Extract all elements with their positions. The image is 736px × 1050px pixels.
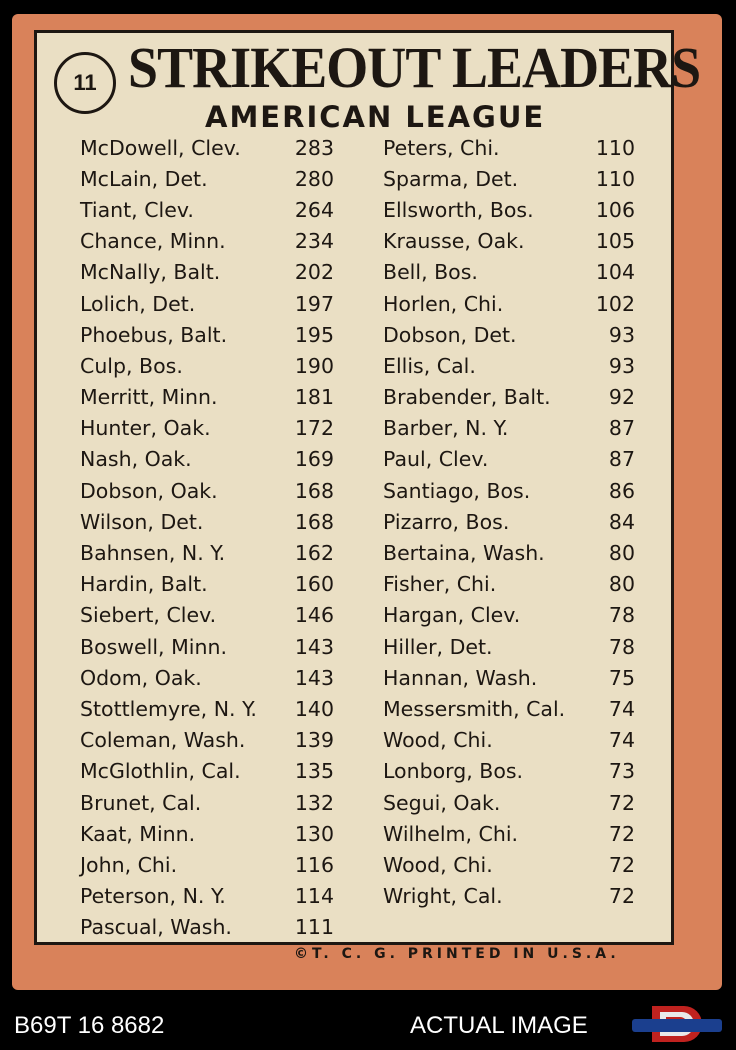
strikeout-count: 92 (608, 385, 635, 410)
leader-row (80, 444, 334, 475)
player-name: Wright, Cal. (383, 884, 503, 909)
player-name: Bahnsen, N. Y. (80, 541, 226, 566)
player-name: McGlothlin, Cal. (80, 759, 241, 784)
strikeout-count: 140 (294, 696, 334, 721)
player-name: Boswell, Minn. (80, 634, 227, 659)
strikeout-count: 74 (608, 696, 635, 721)
leader-row (383, 631, 635, 662)
player-name: Segui, Oak. (383, 790, 501, 815)
strikeout-count: 78 (608, 603, 635, 628)
strikeout-count: 172 (294, 416, 334, 441)
strikeout-count: 202 (294, 260, 334, 285)
strikeout-count: 197 (294, 291, 334, 316)
player-name: Horlen, Chi. (383, 291, 504, 316)
leader-row (80, 725, 334, 756)
strikeout-count: 195 (294, 322, 334, 347)
player-name: Santiago, Bos. (383, 478, 531, 503)
strikeout-count: 110 (595, 166, 635, 191)
strikeout-count: 111 (294, 915, 334, 940)
player-name: Messersmith, Cal. (383, 696, 566, 721)
card-title: STRIKEOUT LEADERS (128, 35, 701, 100)
leader-row (80, 350, 334, 381)
player-name: Nash, Oak. (80, 447, 192, 472)
strikeout-count: 93 (608, 353, 635, 378)
player-name: Brabender, Balt. (383, 385, 551, 410)
strikeout-count: 169 (294, 447, 334, 472)
strikeout-count: 80 (608, 541, 635, 566)
leader-row (80, 288, 334, 319)
strikeout-count: 162 (294, 541, 334, 566)
strikeout-count: 105 (595, 229, 635, 254)
player-name: Peters, Chi. (383, 135, 500, 160)
leader-row (80, 881, 334, 912)
player-name: Hargan, Clev. (383, 603, 521, 628)
strikeout-count: 72 (608, 790, 635, 815)
player-name: Peterson, N. Y. (80, 884, 226, 909)
leader-row (383, 756, 635, 787)
strikeout-count: 130 (294, 821, 334, 846)
strikeout-count: 73 (608, 759, 635, 784)
leader-row (383, 506, 635, 537)
copyright-footer: ©T. C. G. PRINTED IN U.S.A. (294, 946, 620, 962)
player-name: Tiant, Clev. (80, 197, 194, 222)
player-name: Sparma, Det. (383, 166, 519, 191)
player-name: Ellis, Cal. (383, 353, 476, 378)
player-name: Bertaina, Wash. (383, 541, 545, 566)
leader-row (80, 756, 334, 787)
leader-row (383, 382, 635, 413)
leader-row (80, 475, 334, 506)
strikeout-count: 160 (294, 572, 334, 597)
leader-row (383, 662, 635, 693)
player-name: Pizarro, Bos. (383, 509, 510, 534)
leader-row (80, 662, 334, 693)
leader-row (383, 226, 635, 257)
player-name: Kaat, Minn. (80, 821, 196, 846)
strikeout-count: 114 (294, 884, 334, 909)
strikeout-count: 84 (608, 509, 635, 534)
leader-row (383, 257, 635, 288)
player-name: Pascual, Wash. (80, 915, 232, 940)
leader-row (383, 475, 635, 506)
strikeout-count: 146 (294, 603, 334, 628)
strikeout-count: 87 (608, 447, 635, 472)
leader-row (383, 881, 635, 912)
leader-row (383, 132, 635, 163)
leader-row (383, 569, 635, 600)
player-name: Bell, Bos. (383, 260, 478, 285)
player-name: McDowell, Clev. (80, 135, 241, 160)
player-name: Odom, Oak. (80, 665, 202, 690)
strikeout-count: 106 (595, 197, 635, 222)
strikeout-count: 116 (294, 852, 334, 877)
player-name: Merritt, Minn. (80, 385, 218, 410)
strikeout-count: 168 (294, 509, 334, 534)
leader-row (383, 288, 635, 319)
strikeout-count: 143 (294, 665, 334, 690)
leader-row (80, 849, 334, 880)
strikeout-count: 72 (608, 821, 635, 846)
leader-row (80, 631, 334, 662)
actual-image-caption: ACTUAL IMAGE (410, 1012, 588, 1039)
card-id-caption: B69T 16 8682 (14, 1012, 165, 1039)
player-name: Wood, Chi. (383, 852, 493, 877)
card-number: 11 (73, 70, 97, 95)
player-name: McLain, Det. (80, 166, 208, 191)
player-name: Culp, Bos. (80, 353, 183, 378)
player-name: Lolich, Det. (80, 291, 196, 316)
player-name: Hunter, Oak. (80, 416, 211, 441)
player-name: Wood, Chi. (383, 728, 493, 753)
strikeout-count: 190 (294, 353, 334, 378)
card-number-badge (54, 52, 116, 114)
leader-row (80, 382, 334, 413)
leader-row (383, 787, 635, 818)
strikeout-count: 78 (608, 634, 635, 659)
player-name: Coleman, Wash. (80, 728, 246, 753)
player-name: Fisher, Chi. (383, 572, 497, 597)
leader-row (383, 319, 635, 350)
strikeout-count: 104 (595, 260, 635, 285)
strikeout-count: 72 (608, 884, 635, 909)
leader-row (383, 194, 635, 225)
player-name: John, Chi. (80, 852, 178, 877)
leader-row (80, 537, 334, 568)
player-name: Hannan, Wash. (383, 665, 538, 690)
left-leaders-list (80, 132, 334, 943)
strikeout-count: 86 (608, 478, 635, 503)
player-name: Hardin, Balt. (80, 572, 208, 597)
leader-row (80, 506, 334, 537)
strikeout-count: 102 (595, 291, 635, 316)
leader-row (383, 600, 635, 631)
leader-row (80, 319, 334, 350)
leader-row (80, 413, 334, 444)
leader-row (80, 912, 334, 943)
player-name: Stottlemyre, N. Y. (80, 696, 257, 721)
leader-row (383, 725, 635, 756)
leader-row (383, 849, 635, 880)
leader-row (383, 350, 635, 381)
player-name: Barber, N. Y. (383, 416, 509, 441)
player-name: Krausse, Oak. (383, 229, 525, 254)
player-name: Wilson, Det. (80, 509, 204, 534)
player-name: Lonborg, Bos. (383, 759, 524, 784)
strikeout-count: 168 (294, 478, 334, 503)
leader-row (383, 413, 635, 444)
strikeout-count: 280 (294, 166, 334, 191)
strikeout-count: 87 (608, 416, 635, 441)
player-name: Phoebus, Balt. (80, 322, 228, 347)
strikeout-count: 75 (608, 665, 635, 690)
strikeout-count: 132 (294, 790, 334, 815)
strikeout-count: 139 (294, 728, 334, 753)
player-name: Brunet, Cal. (80, 790, 202, 815)
strikeout-count: 72 (608, 852, 635, 877)
leader-row (80, 569, 334, 600)
strikeout-count: 135 (294, 759, 334, 784)
right-leaders-list (383, 132, 635, 912)
player-name: Wilhelm, Chi. (383, 821, 519, 846)
player-name: Dobson, Det. (383, 322, 517, 347)
leader-row (80, 818, 334, 849)
strikeout-count: 80 (608, 572, 635, 597)
leader-row (383, 163, 635, 194)
strikeout-count: 234 (294, 229, 334, 254)
leader-row (80, 132, 334, 163)
strikeout-count: 264 (294, 197, 334, 222)
deans-cards-logo (630, 1004, 724, 1044)
player-name: Siebert, Clev. (80, 603, 217, 628)
player-name: Hiller, Det. (383, 634, 493, 659)
leader-row (80, 693, 334, 724)
strikeout-count: 93 (608, 322, 635, 347)
strikeout-count: 110 (595, 135, 635, 160)
leader-row (383, 818, 635, 849)
leader-row (80, 163, 334, 194)
leader-row (80, 600, 334, 631)
player-name: McNally, Balt. (80, 260, 221, 285)
leader-row (80, 226, 334, 257)
player-name: Ellsworth, Bos. (383, 197, 534, 222)
player-name: Paul, Clev. (383, 447, 489, 472)
leader-row (80, 194, 334, 225)
strikeout-count: 283 (294, 135, 334, 160)
player-name: Chance, Minn. (80, 229, 226, 254)
player-name: Dobson, Oak. (80, 478, 218, 503)
leader-row (383, 537, 635, 568)
leader-row (80, 787, 334, 818)
strikeout-count: 143 (294, 634, 334, 659)
card-subtitle: AMERICAN LEAGUE (205, 100, 546, 134)
leader-row (383, 444, 635, 475)
strikeout-count: 74 (608, 728, 635, 753)
leader-row (383, 693, 635, 724)
strikeout-count: 181 (294, 385, 334, 410)
leader-row (80, 257, 334, 288)
